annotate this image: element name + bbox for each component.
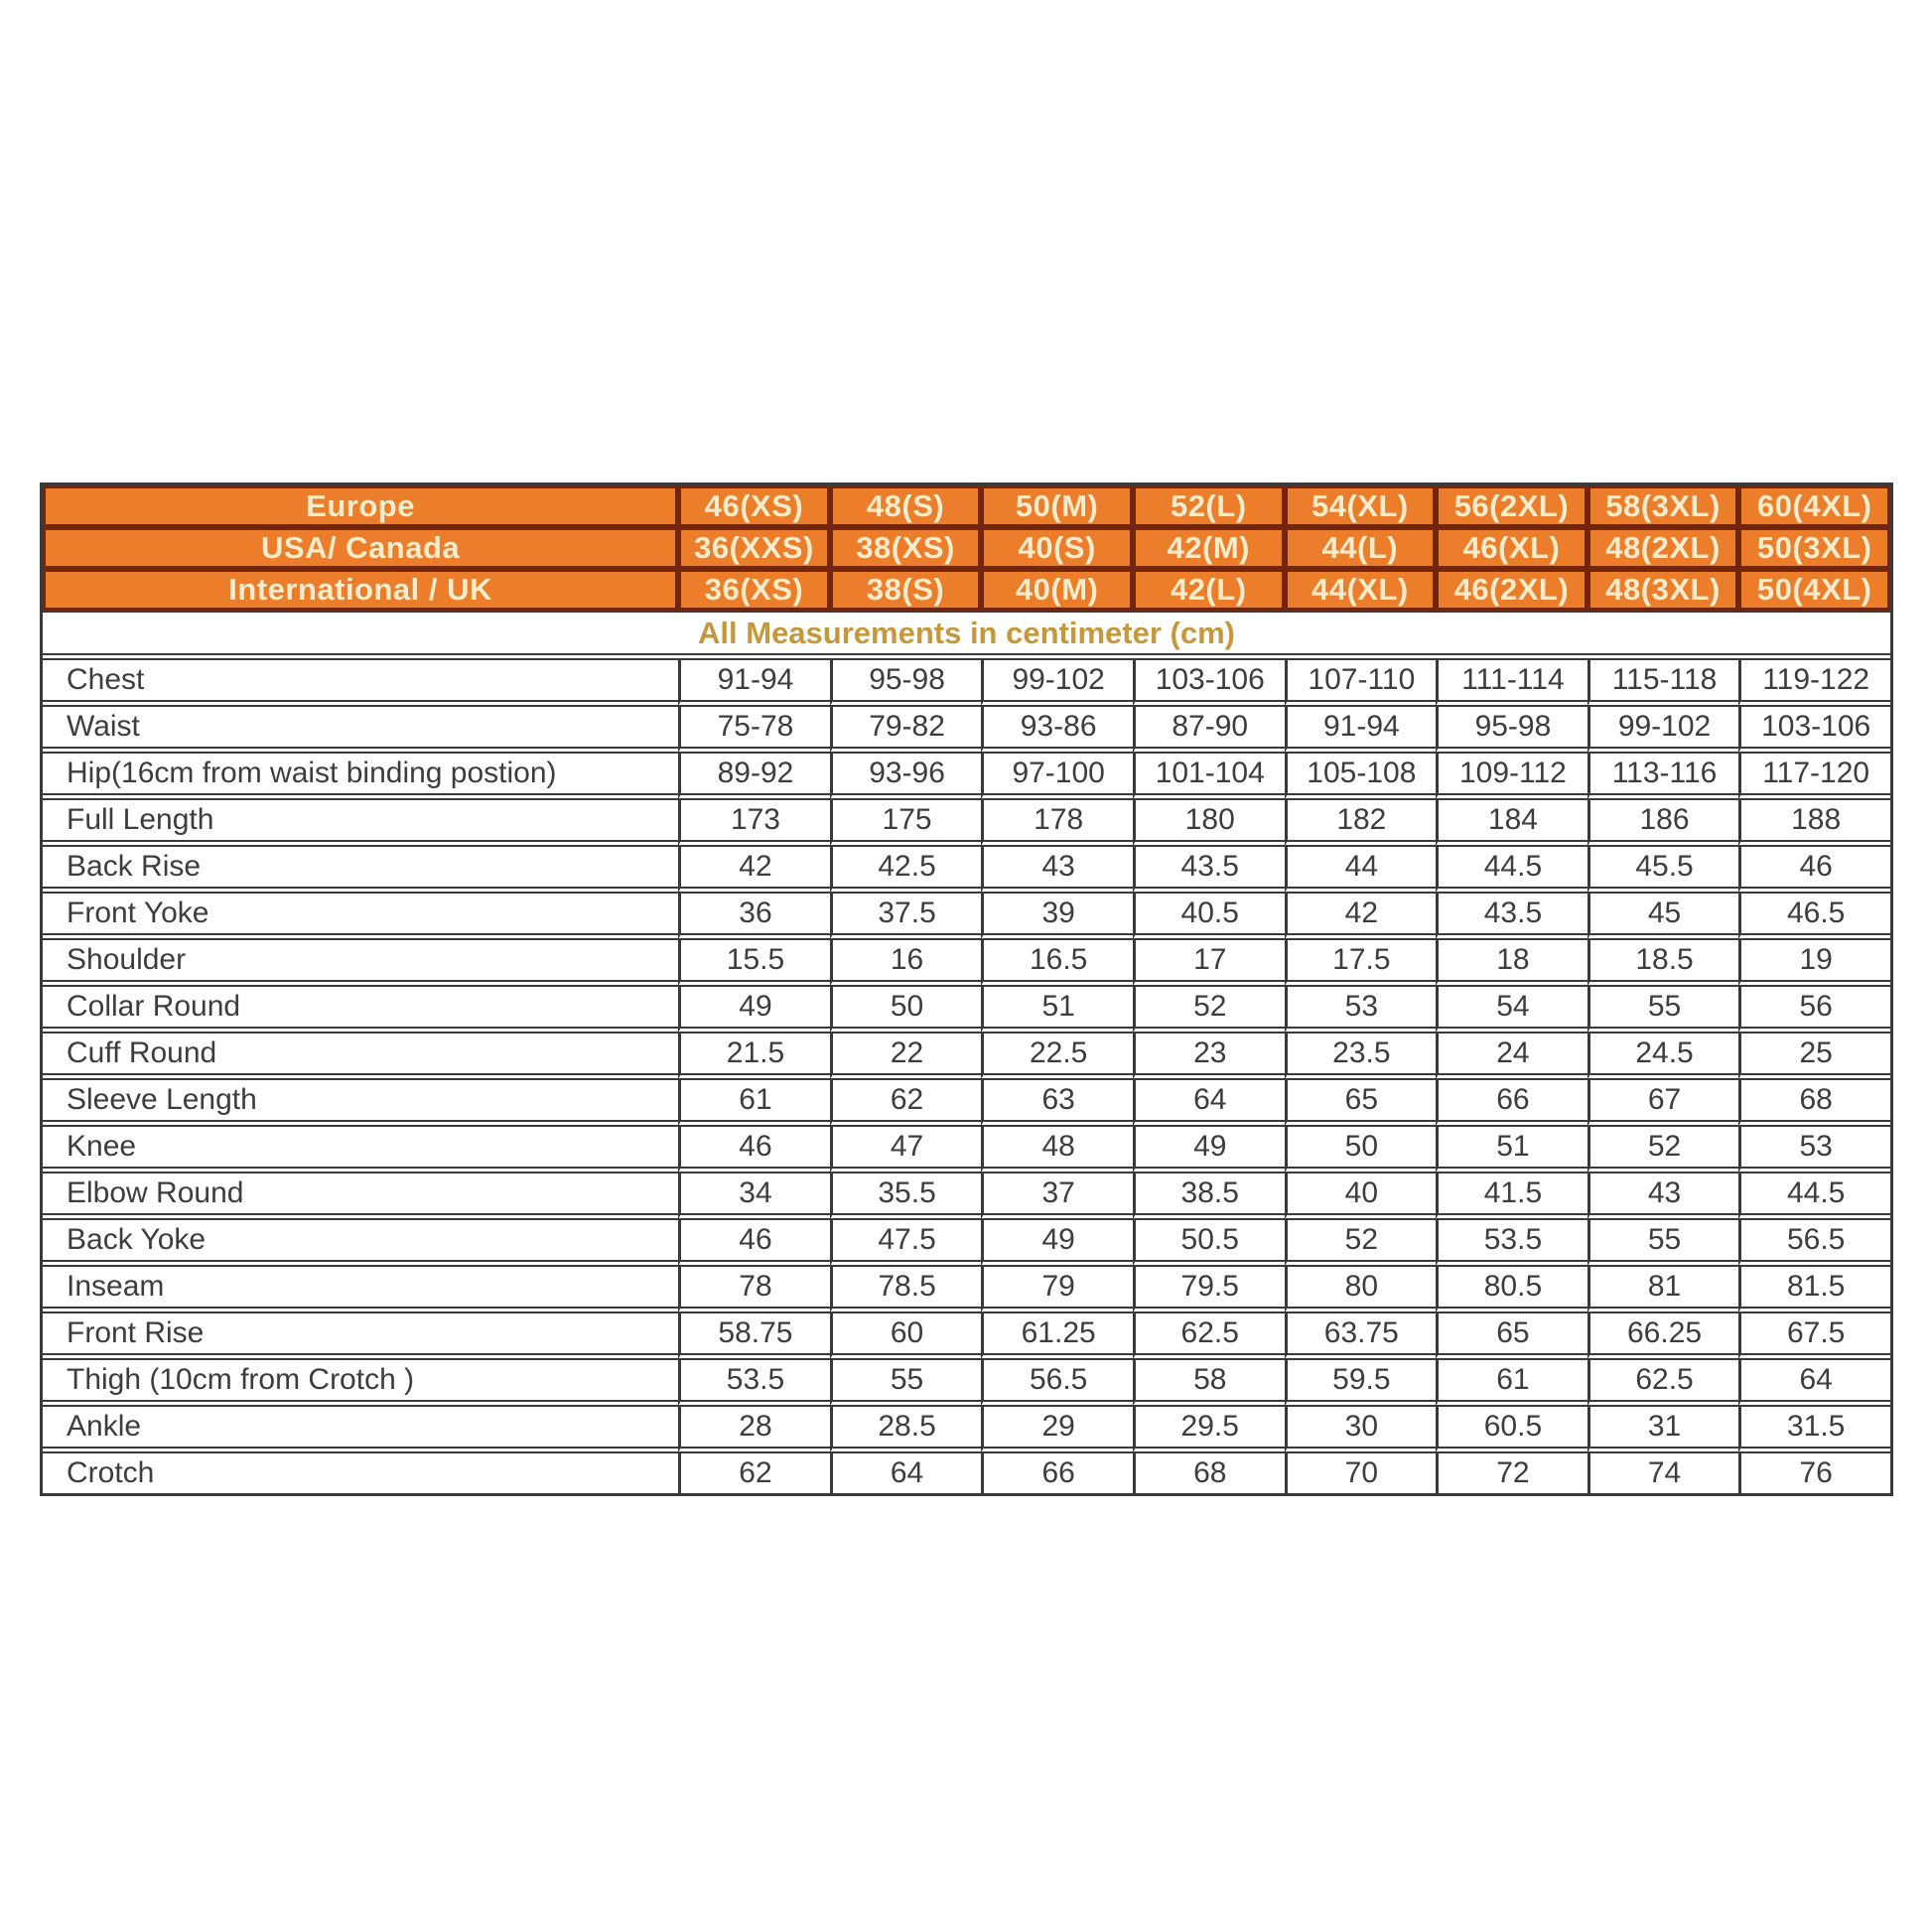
measurement-value: 62.5 bbox=[1587, 1360, 1739, 1407]
measurement-value: 49 bbox=[981, 1220, 1133, 1267]
size-cell: 42(L) bbox=[1133, 569, 1285, 611]
measurement-value: 46.5 bbox=[1738, 894, 1890, 940]
measurement-value: 56.5 bbox=[981, 1360, 1133, 1407]
measurement-row bbox=[43, 1173, 1890, 1220]
measurement-row bbox=[43, 1127, 1890, 1173]
measurement-value: 25 bbox=[1738, 1034, 1890, 1080]
size-cell: 56(2XL) bbox=[1436, 485, 1587, 527]
measurement-row bbox=[43, 940, 1890, 987]
measurement-value: 28 bbox=[678, 1407, 830, 1453]
measurement-value: 24 bbox=[1436, 1034, 1587, 1080]
measurement-label: Hip(16cm from waist binding postion) bbox=[43, 754, 678, 800]
measurement-value: 43.5 bbox=[1436, 894, 1587, 940]
measurement-value: 40 bbox=[1285, 1173, 1437, 1220]
size-system-label: USA/ Canada bbox=[43, 527, 678, 569]
measurement-label: Front Yoke bbox=[43, 894, 678, 940]
measurement-value: 101-104 bbox=[1133, 754, 1285, 800]
measurement-value: 51 bbox=[981, 987, 1133, 1034]
unit-note: All Measurements in centimeter (cm) bbox=[43, 611, 1890, 660]
measurement-value: 67 bbox=[1587, 1080, 1739, 1127]
measurement-value: 53.5 bbox=[678, 1360, 830, 1407]
measurement-value: 42 bbox=[1285, 894, 1437, 940]
measurement-value: 56 bbox=[1738, 987, 1890, 1034]
measurement-value: 67.5 bbox=[1738, 1313, 1890, 1360]
measurement-value: 70 bbox=[1285, 1453, 1437, 1493]
measurement-label: Elbow Round bbox=[43, 1173, 678, 1220]
size-cell: 48(2XL) bbox=[1587, 527, 1739, 569]
measurement-row bbox=[43, 1267, 1890, 1313]
size-cell: 36(XXS) bbox=[678, 527, 830, 569]
size-cell: 50(3XL) bbox=[1738, 527, 1890, 569]
measurement-value: 40.5 bbox=[1133, 894, 1285, 940]
measurement-value: 78 bbox=[678, 1267, 830, 1313]
measurement-value: 76 bbox=[1738, 1453, 1890, 1493]
measurement-value: 60 bbox=[830, 1313, 982, 1360]
measurement-value: 99-102 bbox=[981, 660, 1133, 707]
measurement-value: 66.25 bbox=[1587, 1313, 1739, 1360]
measurement-value: 63 bbox=[981, 1080, 1133, 1127]
size-cell: 36(XS) bbox=[678, 569, 830, 611]
measurement-value: 64 bbox=[1738, 1360, 1890, 1407]
measurement-value: 175 bbox=[830, 800, 982, 847]
size-cell: 50(4XL) bbox=[1738, 569, 1890, 611]
measurement-value: 173 bbox=[678, 800, 830, 847]
measurement-value: 54 bbox=[1436, 987, 1587, 1034]
measurement-value: 58 bbox=[1133, 1360, 1285, 1407]
measurement-value: 52 bbox=[1285, 1220, 1437, 1267]
measurement-value: 41.5 bbox=[1436, 1173, 1587, 1220]
measurement-value: 37 bbox=[981, 1173, 1133, 1220]
measurement-row bbox=[43, 987, 1890, 1034]
measurement-value: 34 bbox=[678, 1173, 830, 1220]
measurement-value: 16 bbox=[830, 940, 982, 987]
measurement-value: 38.5 bbox=[1133, 1173, 1285, 1220]
measurement-label: Crotch bbox=[43, 1453, 678, 1493]
measurement-label: Sleeve Length bbox=[43, 1080, 678, 1127]
measurement-value: 50.5 bbox=[1133, 1220, 1285, 1267]
measurement-value: 68 bbox=[1738, 1080, 1890, 1127]
measurement-value: 180 bbox=[1133, 800, 1285, 847]
measurement-value: 16.5 bbox=[981, 940, 1133, 987]
measurement-row bbox=[43, 1080, 1890, 1127]
measurement-value: 66 bbox=[1436, 1080, 1587, 1127]
measurement-value: 23.5 bbox=[1285, 1034, 1437, 1080]
size-cell: 48(3XL) bbox=[1587, 569, 1739, 611]
measurement-value: 58.75 bbox=[678, 1313, 830, 1360]
measurement-value: 24.5 bbox=[1587, 1034, 1739, 1080]
measurement-value: 53 bbox=[1738, 1127, 1890, 1173]
measurement-value: 184 bbox=[1436, 800, 1587, 847]
measurement-value: 59.5 bbox=[1285, 1360, 1437, 1407]
size-header-row bbox=[43, 527, 1890, 569]
measurement-value: 43 bbox=[981, 847, 1133, 894]
size-system-label: International / UK bbox=[43, 569, 678, 611]
measurement-value: 65 bbox=[1285, 1080, 1437, 1127]
measurement-row bbox=[43, 660, 1890, 707]
unit-note-row bbox=[43, 611, 1890, 660]
measurement-value: 44 bbox=[1285, 847, 1437, 894]
measurement-value: 45 bbox=[1587, 894, 1739, 940]
measurement-value: 37.5 bbox=[830, 894, 982, 940]
measurement-label: Thigh (10cm from Crotch ) bbox=[43, 1360, 678, 1407]
measurement-value: 53 bbox=[1285, 987, 1437, 1034]
measurement-value: 113-116 bbox=[1587, 754, 1739, 800]
measurement-value: 29 bbox=[981, 1407, 1133, 1453]
measurement-value: 79 bbox=[981, 1267, 1133, 1313]
measurement-value: 117-120 bbox=[1738, 754, 1890, 800]
measurement-body bbox=[43, 611, 1890, 1493]
measurement-value: 79-82 bbox=[830, 707, 982, 754]
measurement-value: 182 bbox=[1285, 800, 1437, 847]
size-cell: 54(XL) bbox=[1285, 485, 1437, 527]
measurement-value: 52 bbox=[1133, 987, 1285, 1034]
measurement-label: Knee bbox=[43, 1127, 678, 1173]
size-cell: 46(XL) bbox=[1436, 527, 1587, 569]
measurement-value: 186 bbox=[1587, 800, 1739, 847]
measurement-row bbox=[43, 800, 1890, 847]
measurement-value: 61.25 bbox=[981, 1313, 1133, 1360]
measurement-value: 31.5 bbox=[1738, 1407, 1890, 1453]
measurement-value: 63.75 bbox=[1285, 1313, 1437, 1360]
measurement-value: 109-112 bbox=[1436, 754, 1587, 800]
measurement-value: 95-98 bbox=[1436, 707, 1587, 754]
measurement-value: 43.5 bbox=[1133, 847, 1285, 894]
measurement-value: 93-96 bbox=[830, 754, 982, 800]
measurement-value: 74 bbox=[1587, 1453, 1739, 1493]
measurement-value: 23 bbox=[1133, 1034, 1285, 1080]
measurement-value: 51 bbox=[1436, 1127, 1587, 1173]
measurement-value: 50 bbox=[830, 987, 982, 1034]
measurement-value: 21.5 bbox=[678, 1034, 830, 1080]
measurement-row bbox=[43, 1360, 1890, 1407]
measurement-value: 61 bbox=[1436, 1360, 1587, 1407]
size-cell: 48(S) bbox=[830, 485, 982, 527]
size-cell: 44(XL) bbox=[1285, 569, 1437, 611]
size-chart-table bbox=[43, 485, 1890, 1493]
measurement-value: 62 bbox=[830, 1080, 982, 1127]
size-cell: 42(M) bbox=[1133, 527, 1285, 569]
measurement-value: 19 bbox=[1738, 940, 1890, 987]
measurement-value: 80 bbox=[1285, 1267, 1437, 1313]
size-header-row bbox=[43, 569, 1890, 611]
measurement-value: 68 bbox=[1133, 1453, 1285, 1493]
measurement-value: 49 bbox=[678, 987, 830, 1034]
measurement-value: 44.5 bbox=[1738, 1173, 1890, 1220]
size-cell: 44(L) bbox=[1285, 527, 1437, 569]
measurement-value: 72 bbox=[1436, 1453, 1587, 1493]
measurement-value: 64 bbox=[1133, 1080, 1285, 1127]
measurement-label: Inseam bbox=[43, 1267, 678, 1313]
size-cell: 46(2XL) bbox=[1436, 569, 1587, 611]
measurement-value: 36 bbox=[678, 894, 830, 940]
measurement-value: 22 bbox=[830, 1034, 982, 1080]
measurement-row bbox=[43, 1034, 1890, 1080]
measurement-value: 17 bbox=[1133, 940, 1285, 987]
measurement-row bbox=[43, 1453, 1890, 1493]
measurement-value: 46 bbox=[678, 1220, 830, 1267]
size-cell: 50(M) bbox=[981, 485, 1133, 527]
measurement-label: Chest bbox=[43, 660, 678, 707]
measurement-value: 103-106 bbox=[1133, 660, 1285, 707]
measurement-label: Back Yoke bbox=[43, 1220, 678, 1267]
measurement-value: 39 bbox=[981, 894, 1133, 940]
measurement-value: 89-92 bbox=[678, 754, 830, 800]
size-cell: 40(S) bbox=[981, 527, 1133, 569]
measurement-value: 103-106 bbox=[1738, 707, 1890, 754]
measurement-value: 64 bbox=[830, 1453, 982, 1493]
measurement-value: 66 bbox=[981, 1453, 1133, 1493]
measurement-value: 91-94 bbox=[1285, 707, 1437, 754]
measurement-value: 105-108 bbox=[1285, 754, 1437, 800]
measurement-value: 119-122 bbox=[1738, 660, 1890, 707]
measurement-label: Back Rise bbox=[43, 847, 678, 894]
size-system-label: Europe bbox=[43, 485, 678, 527]
measurement-row bbox=[43, 1407, 1890, 1453]
measurement-value: 47 bbox=[830, 1127, 982, 1173]
measurement-value: 18.5 bbox=[1587, 940, 1739, 987]
measurement-value: 28.5 bbox=[830, 1407, 982, 1453]
measurement-row bbox=[43, 1220, 1890, 1267]
measurement-value: 107-110 bbox=[1285, 660, 1437, 707]
measurement-value: 15.5 bbox=[678, 940, 830, 987]
measurement-label: Full Length bbox=[43, 800, 678, 847]
size-system-header bbox=[43, 485, 1890, 611]
measurement-value: 18 bbox=[1436, 940, 1587, 987]
measurement-value: 52 bbox=[1587, 1127, 1739, 1173]
measurement-row bbox=[43, 894, 1890, 940]
measurement-label: Collar Round bbox=[43, 987, 678, 1034]
measurement-value: 91-94 bbox=[678, 660, 830, 707]
measurement-value: 55 bbox=[1587, 1220, 1739, 1267]
measurement-value: 45.5 bbox=[1587, 847, 1739, 894]
size-cell: 38(XS) bbox=[830, 527, 982, 569]
measurement-value: 60.5 bbox=[1436, 1407, 1587, 1453]
measurement-value: 99-102 bbox=[1587, 707, 1739, 754]
measurement-value: 115-118 bbox=[1587, 660, 1739, 707]
size-cell: 38(S) bbox=[830, 569, 982, 611]
size-chart-frame bbox=[40, 483, 1893, 1496]
measurement-value: 47.5 bbox=[830, 1220, 982, 1267]
size-cell: 58(3XL) bbox=[1587, 485, 1739, 527]
measurement-value: 111-114 bbox=[1436, 660, 1587, 707]
measurement-value: 42 bbox=[678, 847, 830, 894]
measurement-value: 62 bbox=[678, 1453, 830, 1493]
measurement-label: Ankle bbox=[43, 1407, 678, 1453]
measurement-value: 55 bbox=[1587, 987, 1739, 1034]
measurement-label: Cuff Round bbox=[43, 1034, 678, 1080]
measurement-value: 65 bbox=[1436, 1313, 1587, 1360]
measurement-value: 93-86 bbox=[981, 707, 1133, 754]
measurement-value: 80.5 bbox=[1436, 1267, 1587, 1313]
measurement-value: 43 bbox=[1587, 1173, 1739, 1220]
measurement-value: 55 bbox=[830, 1360, 982, 1407]
measurement-value: 78.5 bbox=[830, 1267, 982, 1313]
measurement-value: 79.5 bbox=[1133, 1267, 1285, 1313]
measurement-value: 29.5 bbox=[1133, 1407, 1285, 1453]
measurement-value: 42.5 bbox=[830, 847, 982, 894]
measurement-value: 56.5 bbox=[1738, 1220, 1890, 1267]
measurement-value: 49 bbox=[1133, 1127, 1285, 1173]
measurement-value: 22.5 bbox=[981, 1034, 1133, 1080]
measurement-value: 31 bbox=[1587, 1407, 1739, 1453]
measurement-value: 95-98 bbox=[830, 660, 982, 707]
size-cell: 60(4XL) bbox=[1738, 485, 1890, 527]
measurement-value: 178 bbox=[981, 800, 1133, 847]
measurement-value: 188 bbox=[1738, 800, 1890, 847]
measurement-value: 44.5 bbox=[1436, 847, 1587, 894]
size-cell: 46(XS) bbox=[678, 485, 830, 527]
measurement-row bbox=[43, 847, 1890, 894]
measurement-value: 50 bbox=[1285, 1127, 1437, 1173]
measurement-value: 81.5 bbox=[1738, 1267, 1890, 1313]
measurement-label: Shoulder bbox=[43, 940, 678, 987]
measurement-value: 81 bbox=[1587, 1267, 1739, 1313]
measurement-value: 75-78 bbox=[678, 707, 830, 754]
measurement-value: 53.5 bbox=[1436, 1220, 1587, 1267]
measurement-value: 46 bbox=[678, 1127, 830, 1173]
size-cell: 40(M) bbox=[981, 569, 1133, 611]
measurement-row bbox=[43, 754, 1890, 800]
measurement-value: 30 bbox=[1285, 1407, 1437, 1453]
size-cell: 52(L) bbox=[1133, 485, 1285, 527]
measurement-value: 97-100 bbox=[981, 754, 1133, 800]
measurement-value: 46 bbox=[1738, 847, 1890, 894]
measurement-value: 35.5 bbox=[830, 1173, 982, 1220]
measurement-value: 61 bbox=[678, 1080, 830, 1127]
measurement-label: Waist bbox=[43, 707, 678, 754]
measurement-row bbox=[43, 1313, 1890, 1360]
measurement-value: 48 bbox=[981, 1127, 1133, 1173]
measurement-value: 87-90 bbox=[1133, 707, 1285, 754]
measurement-value: 17.5 bbox=[1285, 940, 1437, 987]
size-header-row bbox=[43, 485, 1890, 527]
measurement-row bbox=[43, 707, 1890, 754]
measurement-label: Front Rise bbox=[43, 1313, 678, 1360]
measurement-value: 62.5 bbox=[1133, 1313, 1285, 1360]
